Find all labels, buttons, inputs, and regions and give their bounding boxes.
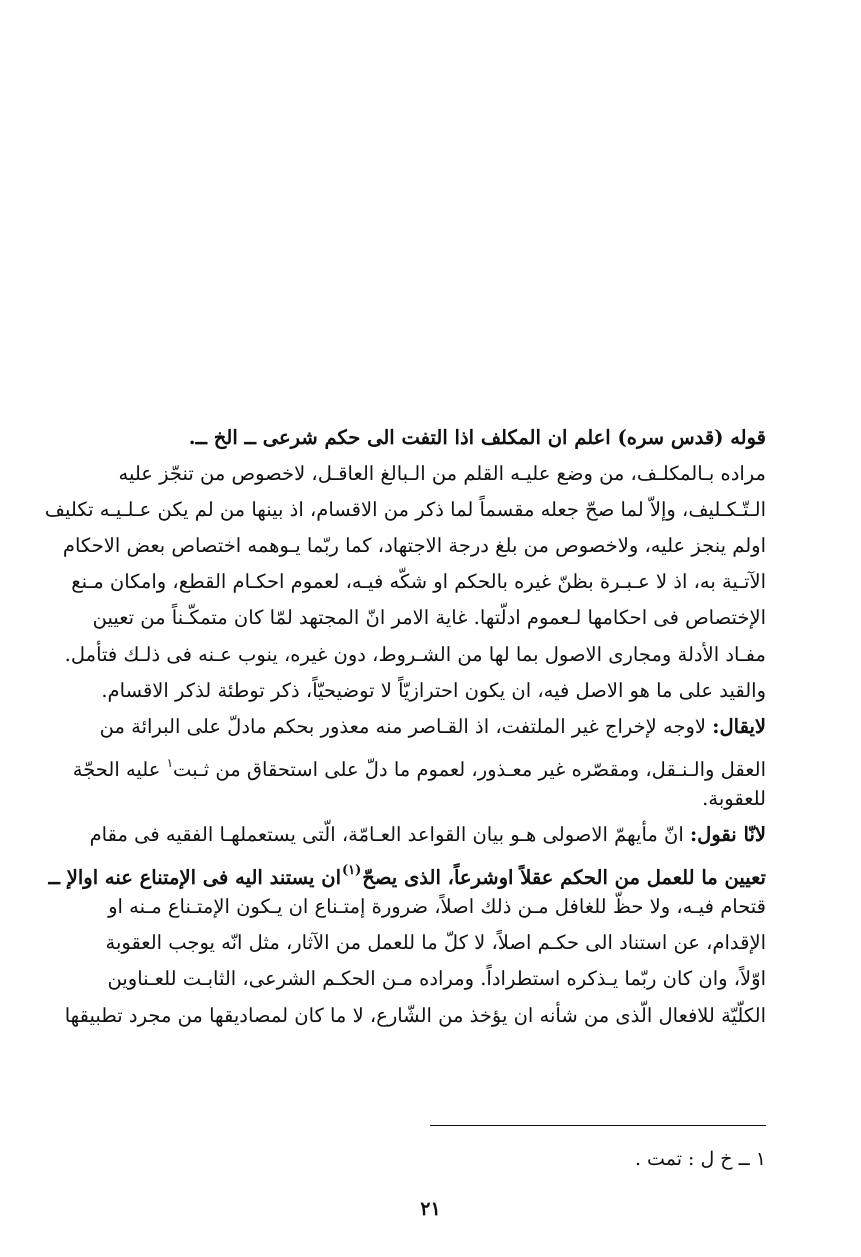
paragraph-text: تعيين ما للعمل من الحكم عقلاً اوشرعاً، الذى يصحّ — [362, 866, 766, 890]
paragraph-line: الإختصاص فى احكامها لـعموم ادلّتها. غاية الامر انّ المجتهد لمّا كان متمكّـناً من تعيين — [92, 606, 766, 630]
paragraph-line: اوّلاً، وان كان ربّما يـذكره استطراداً. ومراده مـن الحكـم الشرعى، الثابـت للعـناوين — [107, 967, 766, 991]
paragraph-line: قتحام فيـه، ولا حظّ للغافل مـن ذلك اصلاً، ضرورة إمتـناع ان يـكون الإمتـناع مـنه او — [108, 895, 766, 919]
paragraph-text: عليه الحجّة — [72, 757, 167, 781]
footnote-reference: ١ — [166, 755, 174, 770]
paragraph-text: انّ مأيهمّ الاصولى هـو بيان القواعد العـامّة، الّتى يستعملهـا الفقيه فى مقام — [89, 823, 684, 847]
reply-label: لانّا نقول: — [689, 823, 766, 847]
footnote-marker: (١) — [342, 863, 362, 879]
paragraph-line: مفـاد الأدلة ومجارى الاصول بما لها من الشـروط، دون غيره، ينوب عـنه فى ذلـك فتأمل. — [64, 642, 766, 666]
paragraph-line — [48, 853, 766, 890]
paragraph-line: والقيد على ما هو الاصل فيه، ان يكون احترازيّاً لا توضيحيّاً، ذكر توطئة لذكر الاقسام. — [101, 678, 766, 702]
paragraph-text: لاوجه لإخراج غير الملتفت، اذ القـاصر منه معذور بحكم مادلّ على البرائة من — [99, 714, 707, 738]
paragraph-line: مراده بـالمكلـف، من وضع عليـه القلم من الـبالغ العاقـل، لاخصوص من تنجّز عليه — [118, 462, 766, 486]
paragraph-line — [89, 817, 766, 853]
page-number: ٢١ — [420, 1198, 441, 1220]
paragraph-line: الـتّـكـليف، وإلاّ لما صحّ جعله مقسماً لما ذكر من الاقسام، اذ بينها من لم يكن عـلـيـه تكليف — [44, 498, 766, 522]
paragraph-text: العقل والـنـقل، ومقصّره غير معـذور، لعموم ما دلّ على استحقاق من ثـبت — [173, 757, 766, 781]
paragraph-line — [72, 745, 766, 781]
paragraph-line: الكلّيّة للافعال الّذى من شأنه ان يؤخذ من الشّارع، لا ما كان لمصاديقها من مجرد تطبيقها — [64, 1003, 766, 1027]
body-text — [44, 420, 766, 1034]
footnote: ١ ــ خ ل : تمت . — [634, 1148, 766, 1170]
paragraph-line: الآتـية به، اذ لا عـبـرة بظنّ غيره بالحكم او شكّه فيـه، لعموم احكـام القطع، وامكان مـنع — [71, 570, 766, 594]
paragraph-text: ان يستند اليه فى الإمتناع عنه اوالإ ــ — [48, 866, 341, 890]
paragraph-line: للعقوبة. — [702, 786, 766, 810]
paragraph-line — [98, 709, 766, 745]
footnote-divider — [430, 1125, 766, 1126]
paragraph-line: الإقدام، عن استناد الى حكـم اصلاً، لا كلّ ما للعمل من الآثار، مثل انّه يوجب العقوبة — [105, 931, 766, 955]
heading-line: قوله (قدس سره) اعلم ان المكلف اذا التفت الى حكم شرعى ــ الخ ــ. — [188, 426, 766, 449]
paragraph-line: اولم ينجز عليه، ولاخصوص من بلغ درجة الاجتهاد، كما ربّما يـوهمه اختصاص بعض الاحكام — [62, 534, 766, 558]
objection-label: لايقال: — [712, 714, 766, 738]
